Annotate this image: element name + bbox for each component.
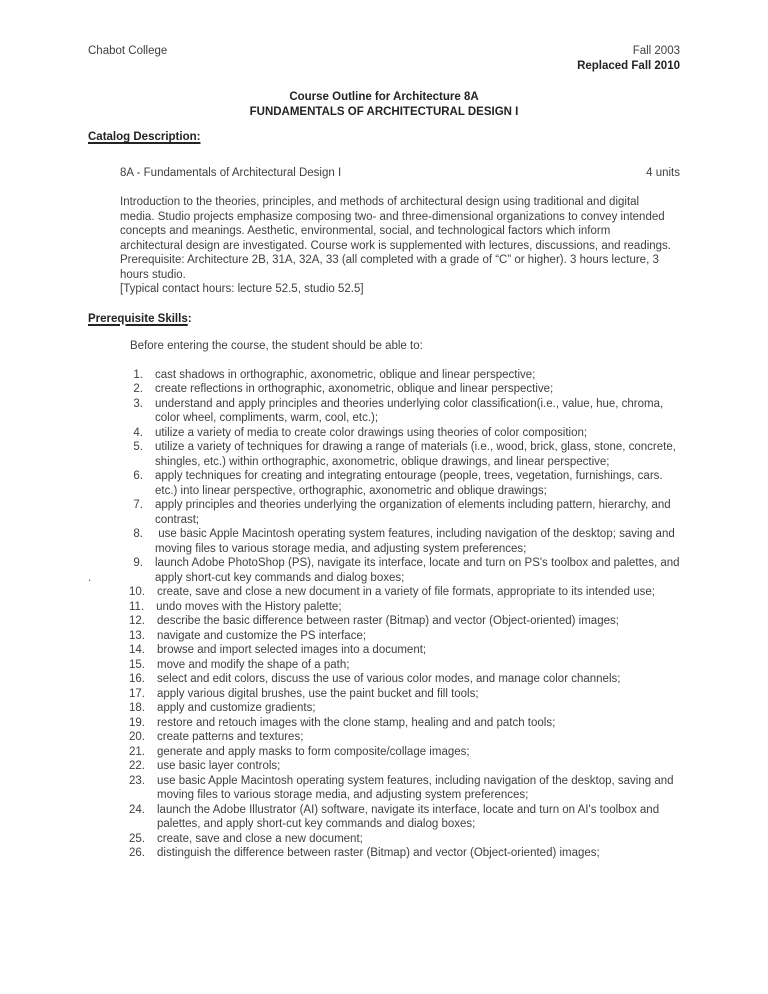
institution-name: Chabot College bbox=[88, 45, 168, 57]
skill-item-number: 4. bbox=[133, 426, 143, 439]
skill-item-text: utilize a variety of techniques for drawing a range of materials (i.e., wood, brick, glass, stone, concrete, shingles, etc.) within orthographic, axonometric, oblique drawings, and linear perspective; bbox=[155, 441, 680, 468]
skill-item-number: 19. bbox=[129, 716, 145, 729]
skill-item-number: 24. bbox=[129, 803, 145, 816]
skill-item bbox=[129, 672, 680, 687]
course-outline-title: Course Outline for Architecture 8A bbox=[289, 91, 479, 103]
skill-item-text: generate and apply masks to form composite/collage images; bbox=[157, 745, 470, 758]
skill-item bbox=[129, 556, 683, 585]
skill-item bbox=[129, 397, 680, 426]
skill-item-number: 14. bbox=[129, 644, 145, 656]
skill-item-text: move and modify the shape of a path; bbox=[157, 658, 350, 671]
catalog-description-section bbox=[120, 166, 680, 297]
skill-item-text: use basic Apple Macintosh operating system features, including navigation of the desktop; saving and moving files to various storage media, and adjusting system preferences; bbox=[155, 528, 678, 555]
course-name-title: FUNDAMENTALS OF ARCHITECTURAL DESIGN I bbox=[249, 105, 519, 118]
document-header bbox=[88, 44, 680, 73]
skill-item-text: browse and import selected images into a document; bbox=[157, 644, 427, 656]
skill-item-text: create reflections in orthographic, axonometric, oblique and linear perspective; bbox=[155, 383, 554, 395]
prerequisite-skills-heading: Prerequisite Skills: bbox=[88, 312, 192, 325]
course-id-label: 8A - Fundamentals of Architectural Design I bbox=[120, 166, 342, 179]
skill-item bbox=[129, 701, 680, 716]
skill-item-text: create, save and close a new document in a variety of file formats, appropriate to its intended use; bbox=[157, 586, 655, 598]
contact-hours-note: [Typical contact hours: lecture 52.5, studio 52.5] bbox=[120, 283, 364, 295]
skill-item bbox=[129, 803, 680, 832]
skill-item bbox=[129, 368, 680, 383]
skill-item bbox=[129, 846, 680, 861]
skill-item bbox=[129, 643, 680, 658]
skill-item-text: apply principles and theories underlying the organization of elements including pattern, hierarchy, and contrast; bbox=[155, 499, 674, 526]
skill-item-text: describe the basic difference between raster (Bitmap) and vector (Object-oriented) images; bbox=[157, 615, 619, 627]
skill-item-text: launch the Adobe Illustrator (AI) software, navigate its interface, locate and turn on AI's toolbox and palettes, and apply short-cut key commands and dialog boxes; bbox=[157, 803, 663, 830]
skill-item bbox=[129, 498, 680, 527]
term-label: Fall 2003 bbox=[632, 45, 680, 57]
skill-item bbox=[129, 832, 680, 847]
skill-item-text: distinguish the difference between raster (Bitmap) and vector (Object-oriented) images; bbox=[157, 847, 600, 859]
units-label: 4 units bbox=[646, 166, 680, 179]
skill-item bbox=[129, 469, 680, 498]
skill-item bbox=[129, 614, 680, 629]
skill-item-text: undo moves with the History palette; bbox=[156, 600, 342, 613]
course-units-row bbox=[120, 166, 680, 181]
skill-item bbox=[129, 440, 680, 469]
skill-item-number: 17. bbox=[129, 687, 145, 700]
skill-item bbox=[129, 658, 680, 673]
skill-item-text: select and edit colors, discuss the use of various color modes, and manage color channels; bbox=[157, 673, 621, 685]
skill-item-number: 5. bbox=[133, 441, 143, 453]
skill-item-text: use basic Apple Macintosh operating system features, including navigation of the desktop, saving and moving files to various storage media, and adjusting system preferences; bbox=[157, 774, 677, 801]
skill-item-number: 26. bbox=[129, 847, 145, 859]
skill-item bbox=[129, 600, 680, 615]
skill-item bbox=[129, 759, 680, 774]
catalog-description-text: Introduction to the theories, principles, and methods of architectural design using traditional and digital media. Studio projects emphasize composing two- and three-dimensional organizations to convey intended concepts and meanings. Aesthetic, environmental, social, and technological factors which inform architectural design are investigated. Course work is supplemented with lectures, discussions, and readings. Prerequisite: Architecture 2B, 31A, 32A, 33 (all completed with a grade of “C” or higher). 3 hours lecture, 3 hours studio. bbox=[120, 196, 672, 281]
skill-item-text: cast shadows in orthographic, axonometric, oblique and linear perspective; bbox=[155, 368, 536, 381]
prerequisite-skills-list bbox=[129, 368, 683, 861]
skill-item-text: create patterns and textures; bbox=[157, 731, 304, 743]
skill-item bbox=[129, 629, 680, 644]
skill-item-text: launch Adobe PhotoShop (PS), navigate its interface, locate and turn on PS's toolbox and palettes, and apply short-cut key commands and dialog boxes; bbox=[155, 557, 683, 584]
skill-item-text: utilize a variety of media to create color drawings using theories of color composition; bbox=[155, 426, 588, 439]
title-block bbox=[88, 90, 680, 119]
skill-item-text: create, save and close a new document; bbox=[157, 832, 363, 845]
skill-item-number: 20. bbox=[129, 731, 145, 743]
skill-item-number: 18. bbox=[129, 702, 145, 714]
skill-item-number: 25. bbox=[129, 832, 145, 845]
skill-item-number: 16. bbox=[129, 673, 145, 685]
skill-item-number: 1. bbox=[133, 368, 143, 381]
skill-item bbox=[129, 774, 680, 803]
skill-item-number: 22. bbox=[129, 760, 145, 772]
skill-item-number: 23. bbox=[129, 774, 145, 787]
skill-item-text: use basic layer controls; bbox=[157, 760, 281, 772]
skill-item-number: 8. bbox=[133, 528, 143, 540]
skill-item bbox=[129, 382, 680, 397]
prerequisite-skills-intro: Before entering the course, the student should be able to: bbox=[130, 340, 423, 352]
skill-item-number: 12. bbox=[129, 615, 145, 627]
skill-item bbox=[129, 527, 680, 556]
skill-item bbox=[129, 585, 680, 600]
catalog-description-heading: Catalog Description: bbox=[88, 131, 201, 143]
skill-item-number: 15. bbox=[129, 658, 145, 671]
skill-item-number: 3. bbox=[133, 397, 143, 410]
skill-item-text: apply and customize gradients; bbox=[157, 702, 316, 714]
skill-item bbox=[129, 716, 680, 731]
skill-item-number: 6. bbox=[133, 470, 143, 482]
skill-item-number: 21. bbox=[129, 745, 145, 758]
skill-item-text: understand and apply principles and theories underlying color classification(i.e., value, hue, chroma, color wheel, compliments, warm, cool, etc.); bbox=[155, 397, 667, 424]
replaced-note: Replaced Fall 2010 bbox=[577, 59, 680, 72]
skill-item-text: apply techniques for creating and integrating entourage (people, trees, vegetation, furnishings, cars. etc.) into linear perspective, orthographic, axonometric and oblique drawings; bbox=[155, 470, 666, 497]
skill-item-number: 13. bbox=[129, 629, 145, 642]
skill-item-number: 10. bbox=[129, 586, 145, 598]
skill-item-number: 9. bbox=[133, 557, 143, 569]
skill-item bbox=[129, 426, 680, 441]
skill-item bbox=[129, 687, 680, 702]
header-term-block bbox=[577, 44, 680, 73]
skill-item-number: 11. bbox=[129, 600, 145, 613]
skill-item-text: apply various digital brushes, use the paint bucket and fill tools; bbox=[157, 687, 479, 700]
skill-item-text: navigate and customize the PS interface; bbox=[157, 629, 367, 642]
stray-period-mark: . bbox=[88, 572, 92, 584]
skill-item-text: restore and retouch images with the clone stamp, healing and and patch tools; bbox=[157, 716, 556, 729]
skill-item-number: 7. bbox=[133, 499, 143, 511]
skill-item bbox=[129, 730, 680, 745]
skill-item-number: 2. bbox=[133, 383, 143, 395]
skill-item bbox=[129, 745, 680, 760]
